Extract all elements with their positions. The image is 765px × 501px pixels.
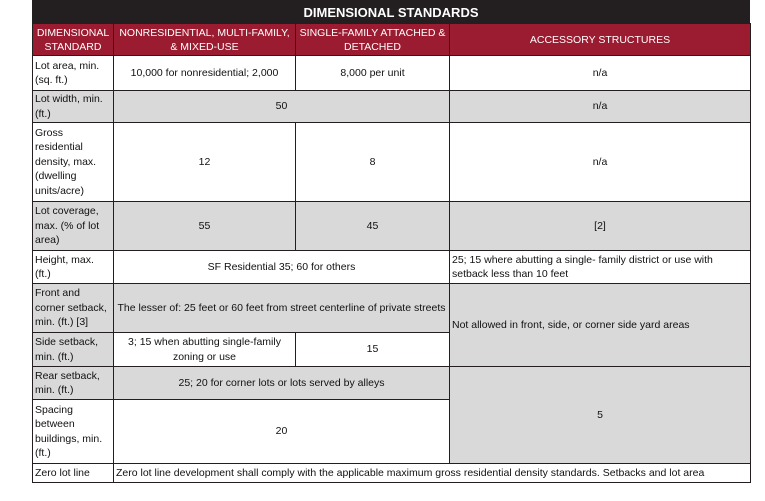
accessory-rear-spacing-value: 5 [450,367,751,464]
spacing-value: 20 [114,400,450,464]
lot-area-sf: 8,000 per unit [296,56,450,91]
density-nonres: 12 [114,123,296,202]
coverage-sf: 45 [296,202,450,251]
header-single-family: SINGLE-FAMILY ATTACHED & DETACHED [296,24,450,56]
height-accessory: 25; 15 where abutting a single- family district or use with setback less than 10 feet [450,251,751,284]
rear-setback-value: 25; 20 for corner lots or lots served by alleys [114,367,450,400]
side-setback-nonres: 3; 15 when abutting single-family zoning or use [114,333,296,367]
row-label-lot-width: Lot width, min. (ft.) [33,91,114,123]
density-accessory: n/a [450,123,751,202]
row-label-coverage: Lot coverage, max. (% of lot area) [33,202,114,251]
lot-width-accessory: n/a [450,91,751,123]
table-row [33,91,751,123]
row-label-lot-area: Lot area, min. (sq. ft.) [33,56,114,91]
row-label-density: Gross residential density, max. (dwelling units/acre) [33,123,114,202]
height-value: SF Residential 35; 60 for others [114,251,450,284]
lot-area-nonres: 10,000 for nonresidential; 2,000 [114,56,296,91]
table-row [33,284,751,333]
table-row [33,202,751,251]
row-label-spacing: Spacing between buildings, min. (ft.) [33,400,114,464]
dimensional-standards-table [32,23,751,483]
coverage-accessory: [2] [450,202,751,251]
coverage-nonres: 55 [114,202,296,251]
zero-lot-line-text: Zero lot line development shall comply with the applicable maximum gross residential density standards. Setbacks and lot area [114,464,751,483]
density-sf: 8 [296,123,450,202]
row-label-rear-setback: Rear setback, min. (ft.) [33,367,114,400]
row-label-zero-lot-line: Zero lot line [33,464,114,483]
table-row [33,56,751,91]
table-title: DIMENSIONAL STANDARDS [32,0,750,23]
lot-width-value: 50 [114,91,450,123]
lot-area-accessory: n/a [450,56,751,91]
table-row [33,367,751,400]
table-row [33,251,751,284]
header-accessory: ACCESSORY STRUCTURES [450,24,751,56]
header-standard: DIMENSIONAL STANDARD [33,24,114,56]
side-setback-sf: 15 [296,333,450,367]
table-row [33,464,751,483]
dimensional-standards-table-wrapper [32,0,750,483]
row-label-height: Height, max. (ft.) [33,251,114,284]
table-row [33,123,751,202]
accessory-setback-note: Not allowed in front, side, or corner side yard areas [450,284,751,367]
row-label-side-setback: Side setback, min. (ft.) [33,333,114,367]
row-label-front-setback: Front and corner setback, min. (ft.) [3] [33,284,114,333]
header-nonresidential: NONRESIDENTIAL, MULTI-FAMILY, & MIXED-USE [114,24,296,56]
front-setback-value: The lesser of: 25 feet or 60 feet from street centerline of private streets [114,284,450,333]
